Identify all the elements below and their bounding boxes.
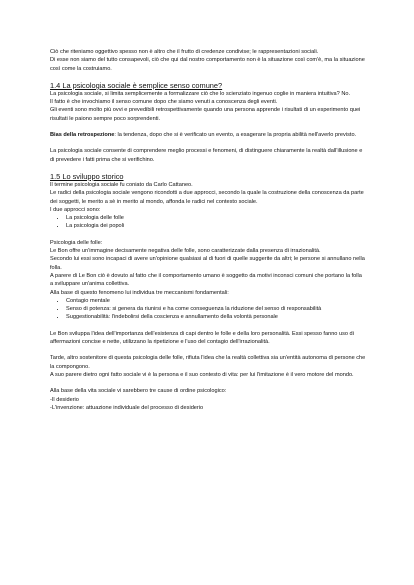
paragraph: Le Bon offre un'immagine decisamente negativa delle folle, sono caratterizzate dalla presenza di irrazionalità. <box>50 248 321 255</box>
paragraph: La psicologia sociale consente di comprendere meglio processi e fenomeni, di distinguere chiaramente la realtà dall'illusione e di prevedere i fatti prima che si verifichino. <box>50 148 363 163</box>
paragraph: Le Bon sviluppa l'idea dell'importanza dell'esistenza di capi dentro le folle e della loro personalità. Essi spesso fanno uso di affermazioni concise e nette, utilizzano la ripetizione e l'uso del contagio dell'irrazionalità. <box>50 330 354 346</box>
paragraph: Il fatto è che invochiamo il senso comune dopo che siamo venuti a conoscenza degli eventi. <box>50 99 278 106</box>
document-body <box>50 48 366 412</box>
section-heading-1-4: 1.4 La psicologia sociale è semplice senso comune? <box>50 80 223 90</box>
paragraph: Tarde, altro sostenitore di questa psicologia delle folle, rifiuta l'idea che la realtà collettiva sia un'entità autonoma di persone che la compongono. <box>50 355 366 370</box>
paragraph: -L'invenzione: attuazione individuale del processo di desiderio <box>50 404 204 411</box>
bias-text: : la tendenza, dopo che si è verificato un evento, a esagerare la propria abilità nell'averlo previsto. <box>114 132 357 139</box>
list-item: • Contagio mentale <box>66 297 366 305</box>
paragraph: A suo parere dietro ogni fatto sociale vi è la persona e il suo contesto di vita: per lui l'imitazione è il vero motore del mondo. <box>50 371 354 378</box>
paragraph: Le radici della psicologia sociale vengono ricondotti a due approcci, secondo la quale la costruzione della conoscenza da parte dei soggetti, le merito a sè in merito al mondo, affonda le radici nel contesto sociale. <box>50 190 364 205</box>
paragraph: Di esse non siamo del tutto consapevoli, ciò che qui dal nostro comportamento non è la situazione così com'è, ma la situazione così come la costruiamo. <box>50 57 365 72</box>
paragraph: A parere di Le Bon ciò è dovuto al fatto che il comportamento umano è soggetto da motivi inconsci comuni che portano la folla a sviluppare un'anima collettiva. <box>50 272 362 288</box>
list-item: • Senso di potenza: si genera da riunirsi e ha come conseguenza la riduzione del senso di responsabilità <box>66 305 366 313</box>
paragraph: Il termine psicologia sociale fu coniato da Carlo Cattaneo. <box>50 181 193 188</box>
list-item: • Suggestionabilità: l'indebolirsi della coscienza e annullamento della volontà personale <box>66 313 366 321</box>
list-item: • La psicologia delle folle <box>66 214 366 222</box>
paragraph: La psicologia sociale, si limita semplicemente a formalizzare ciò che lo scienziato ingenuo coglie in maniera intuitiva? No. <box>50 90 351 97</box>
paragraph: Ciò che riteniamo oggettivo spesso non è altro che il frutto di credenze condivise; le rappresentazioni sociali. <box>50 49 319 55</box>
list-item: • La psicologia dei popoli <box>66 222 366 230</box>
paragraph: Gli eventi sono molto più ovvi e prevedibili retrospettivamente quando una persona apprende i risultati di un esperimento quei risultati le paiono sempre poco sorprendenti. <box>50 107 361 122</box>
paragraph: Secondo lui essi sono incapaci di avere un'opinione qualsiasi al di fuori di quelle suggerite da altri; le persone si annullano nella folla. <box>50 256 365 271</box>
section-heading-1-5: 1.5 Lo sviluppo storico <box>50 171 124 181</box>
paragraph: -Il desiderio <box>50 396 79 403</box>
paragraph: Alla base di questo fenomeno lui individua tre meccanismi fondamentali: <box>50 289 229 296</box>
subheading-folle: Psicologia delle folle: <box>50 239 103 246</box>
approaches-list <box>50 214 366 231</box>
mechanisms-list <box>50 297 366 322</box>
bias-term: Bias della retrospezione <box>50 132 115 139</box>
paragraph: Alla base della vita sociale vi sarebbero tre cause di ordine psicologico: <box>50 388 227 395</box>
paragraph: I due approcci sono: <box>50 206 101 213</box>
bias-definition <box>50 131 366 139</box>
